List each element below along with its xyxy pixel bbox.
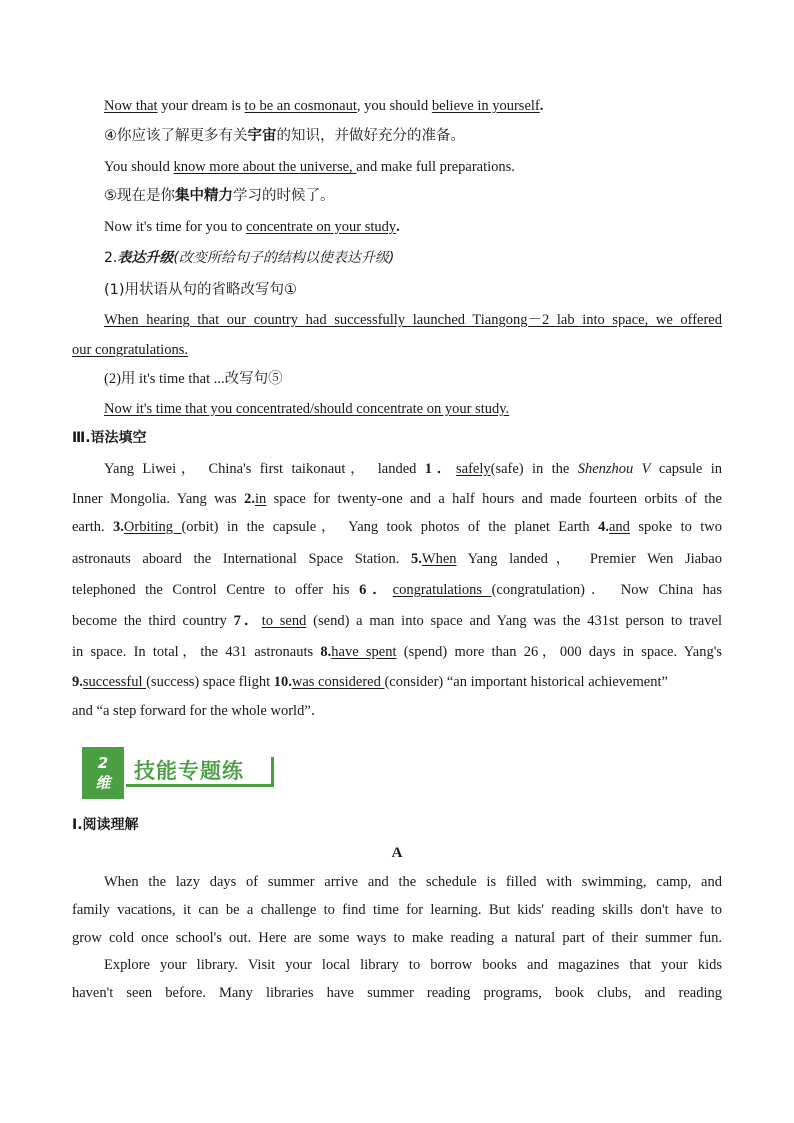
blank-answer: congratulations [392,582,492,598]
passage-label: A [391,845,403,861]
text-segment: (safe) in the [490,461,578,477]
blank-answer: believe in yourself [431,98,540,114]
grammar-line-4 [72,549,722,569]
upgrade-question-1: (1)用状语从句的省略改写句① [104,282,298,298]
text-segment: 的知识，并做好充分的准备。 [276,128,465,144]
grammar-line-8 [72,672,722,692]
blank-number: 9. [72,674,83,690]
blank-answer: When [421,551,457,567]
text-segment: astronauts aboard the International Space Station. [72,551,412,567]
text-segment: Yang landed， Premier Wen Jiabao [456,551,722,567]
text-segment: Inner Mongolia. Yang was [72,491,245,507]
text-segment: , you should [356,98,432,114]
reading-line: haven't seen before. Many libraries have summer reading programs, book clubs, and reading [72,985,722,1001]
blank-number: 8. [320,644,332,660]
section-number: 2 [97,754,109,772]
question-4-chinese [104,126,722,146]
section-number-suffix: 维 [95,774,111,792]
text-segment: (congratulation)． Now China has [491,582,722,598]
text-segment: Shenzhou V [577,461,651,477]
blank-answer: was considered [291,674,385,690]
text-segment: You should [104,159,174,175]
grammar-line-9 [72,701,722,721]
answer-line-3 [104,96,722,116]
upgrade-question-2: (2)用 it's time that ...改写句⑤ [104,371,283,387]
blank-answer: know more about the universe, [173,159,357,175]
blank-answer: to send [261,613,307,629]
text-segment: . [396,219,400,235]
reading-heading: Ⅰ.阅读理解 [72,817,139,833]
text-segment: (send) a man into space and Yang was the 431st person to travel [306,613,722,629]
text-segment: (consider) “an important historical achievement” [384,674,668,690]
text-segment: (success) space flight [146,674,274,690]
blank-answer: have spent [331,644,397,660]
section-number-box [82,747,124,799]
section-title: 技能专题练 [126,757,274,787]
section-badge [82,747,278,799]
text-segment: earth. [72,519,114,535]
answer-line-5 [104,217,722,237]
grammar-line-1 [104,459,722,479]
text-segment: and make full preparations. [356,159,515,175]
text-segment: . [539,98,544,114]
blank-number: 6． [359,582,393,598]
blank-answer: in [254,491,267,507]
grammar-line-5 [72,580,722,600]
upgrade-heading [104,248,722,268]
reading-line: family vacations, it can be a challenge to find time for learning. But kids' reading skills don't have to [72,902,722,918]
grammar-line-7 [72,642,722,662]
grammar-line-2 [72,489,722,509]
text-segment: and “a step forward for the whole world”． [72,703,326,719]
grammar-line-6 [72,611,722,631]
blank-answer: and [608,519,630,535]
blank-answer: safely [456,461,491,477]
text-segment: Now it's time for you to [104,219,246,235]
reading-line: grow cold once school's out. Here are some ways to make reading a natural part of their summer fun. [72,930,722,946]
text-segment: Yang Liwei， China's first taikonaut， landed [104,461,425,477]
text-segment: ④你应该了解更多有关 [104,128,248,144]
blank-answer: to be an cosmonaut [244,98,357,114]
text-segment: 2. [104,250,118,266]
text-segment: telephoned the Control Centre to offer his [72,582,360,598]
text-segment: spoke to two [629,519,723,535]
text-segment: your dream is [157,98,245,114]
upgrade-answer-2: Now it's time that you concentrated/should concentrate on your study. [104,401,510,417]
text-segment: 学习的时候了。 [233,188,335,204]
grammar-heading: Ⅲ.语法填空 [72,430,147,446]
answer-line-4 [104,157,722,177]
reading-line: When the lazy days of summer arrive and the schedule is filled with swimming, camp, and [104,874,722,890]
keyword: 表达升级 [117,250,174,266]
blank-number: 10. [273,674,292,690]
blank-answer: Orbiting [123,519,182,535]
text-segment: become the third country [72,613,234,629]
upgrade-answer-1-line-2: our congratulations. [72,342,188,358]
text-segment: (spend) more than 26，000 days in space. Yang's [396,644,722,660]
text-segment: capsule in [650,461,723,477]
blank-number: 4. [598,519,609,535]
text-segment: space for twenty-one and a half hours and made fourteen orbits of the [266,491,722,507]
blank-number: 3. [113,519,124,535]
text-segment: in space. In total，the 431 astronauts [72,644,321,660]
blank-number: 2. [244,491,255,507]
blank-number: 1． [424,461,456,477]
text-segment: (orbit) in the capsule， Yang took photos of the planet Earth [181,519,599,535]
grammar-line-3 [72,517,722,537]
blank-number: 7． [233,613,262,629]
question-5-chinese [104,186,722,206]
reading-line: Explore your library. Visit your local library to borrow books and magazines that your kids [104,957,722,973]
keyword: 集中精力 [175,188,233,204]
keyword: 宇宙 [247,128,277,144]
text-segment: (改变所给句子的结构以使表达升级) [173,250,395,266]
blank-number: 5. [411,551,422,567]
blank-answer: concentrate on your study [245,219,397,235]
blank-answer: successful [82,674,147,690]
text-segment: ⑤现在是你 [104,188,175,204]
upgrade-answer-1-line-1: When hearing that our country had successfully launched Tiangong－2 lab into space, we offered [104,312,722,328]
blank-answer: Now that [104,98,158,114]
